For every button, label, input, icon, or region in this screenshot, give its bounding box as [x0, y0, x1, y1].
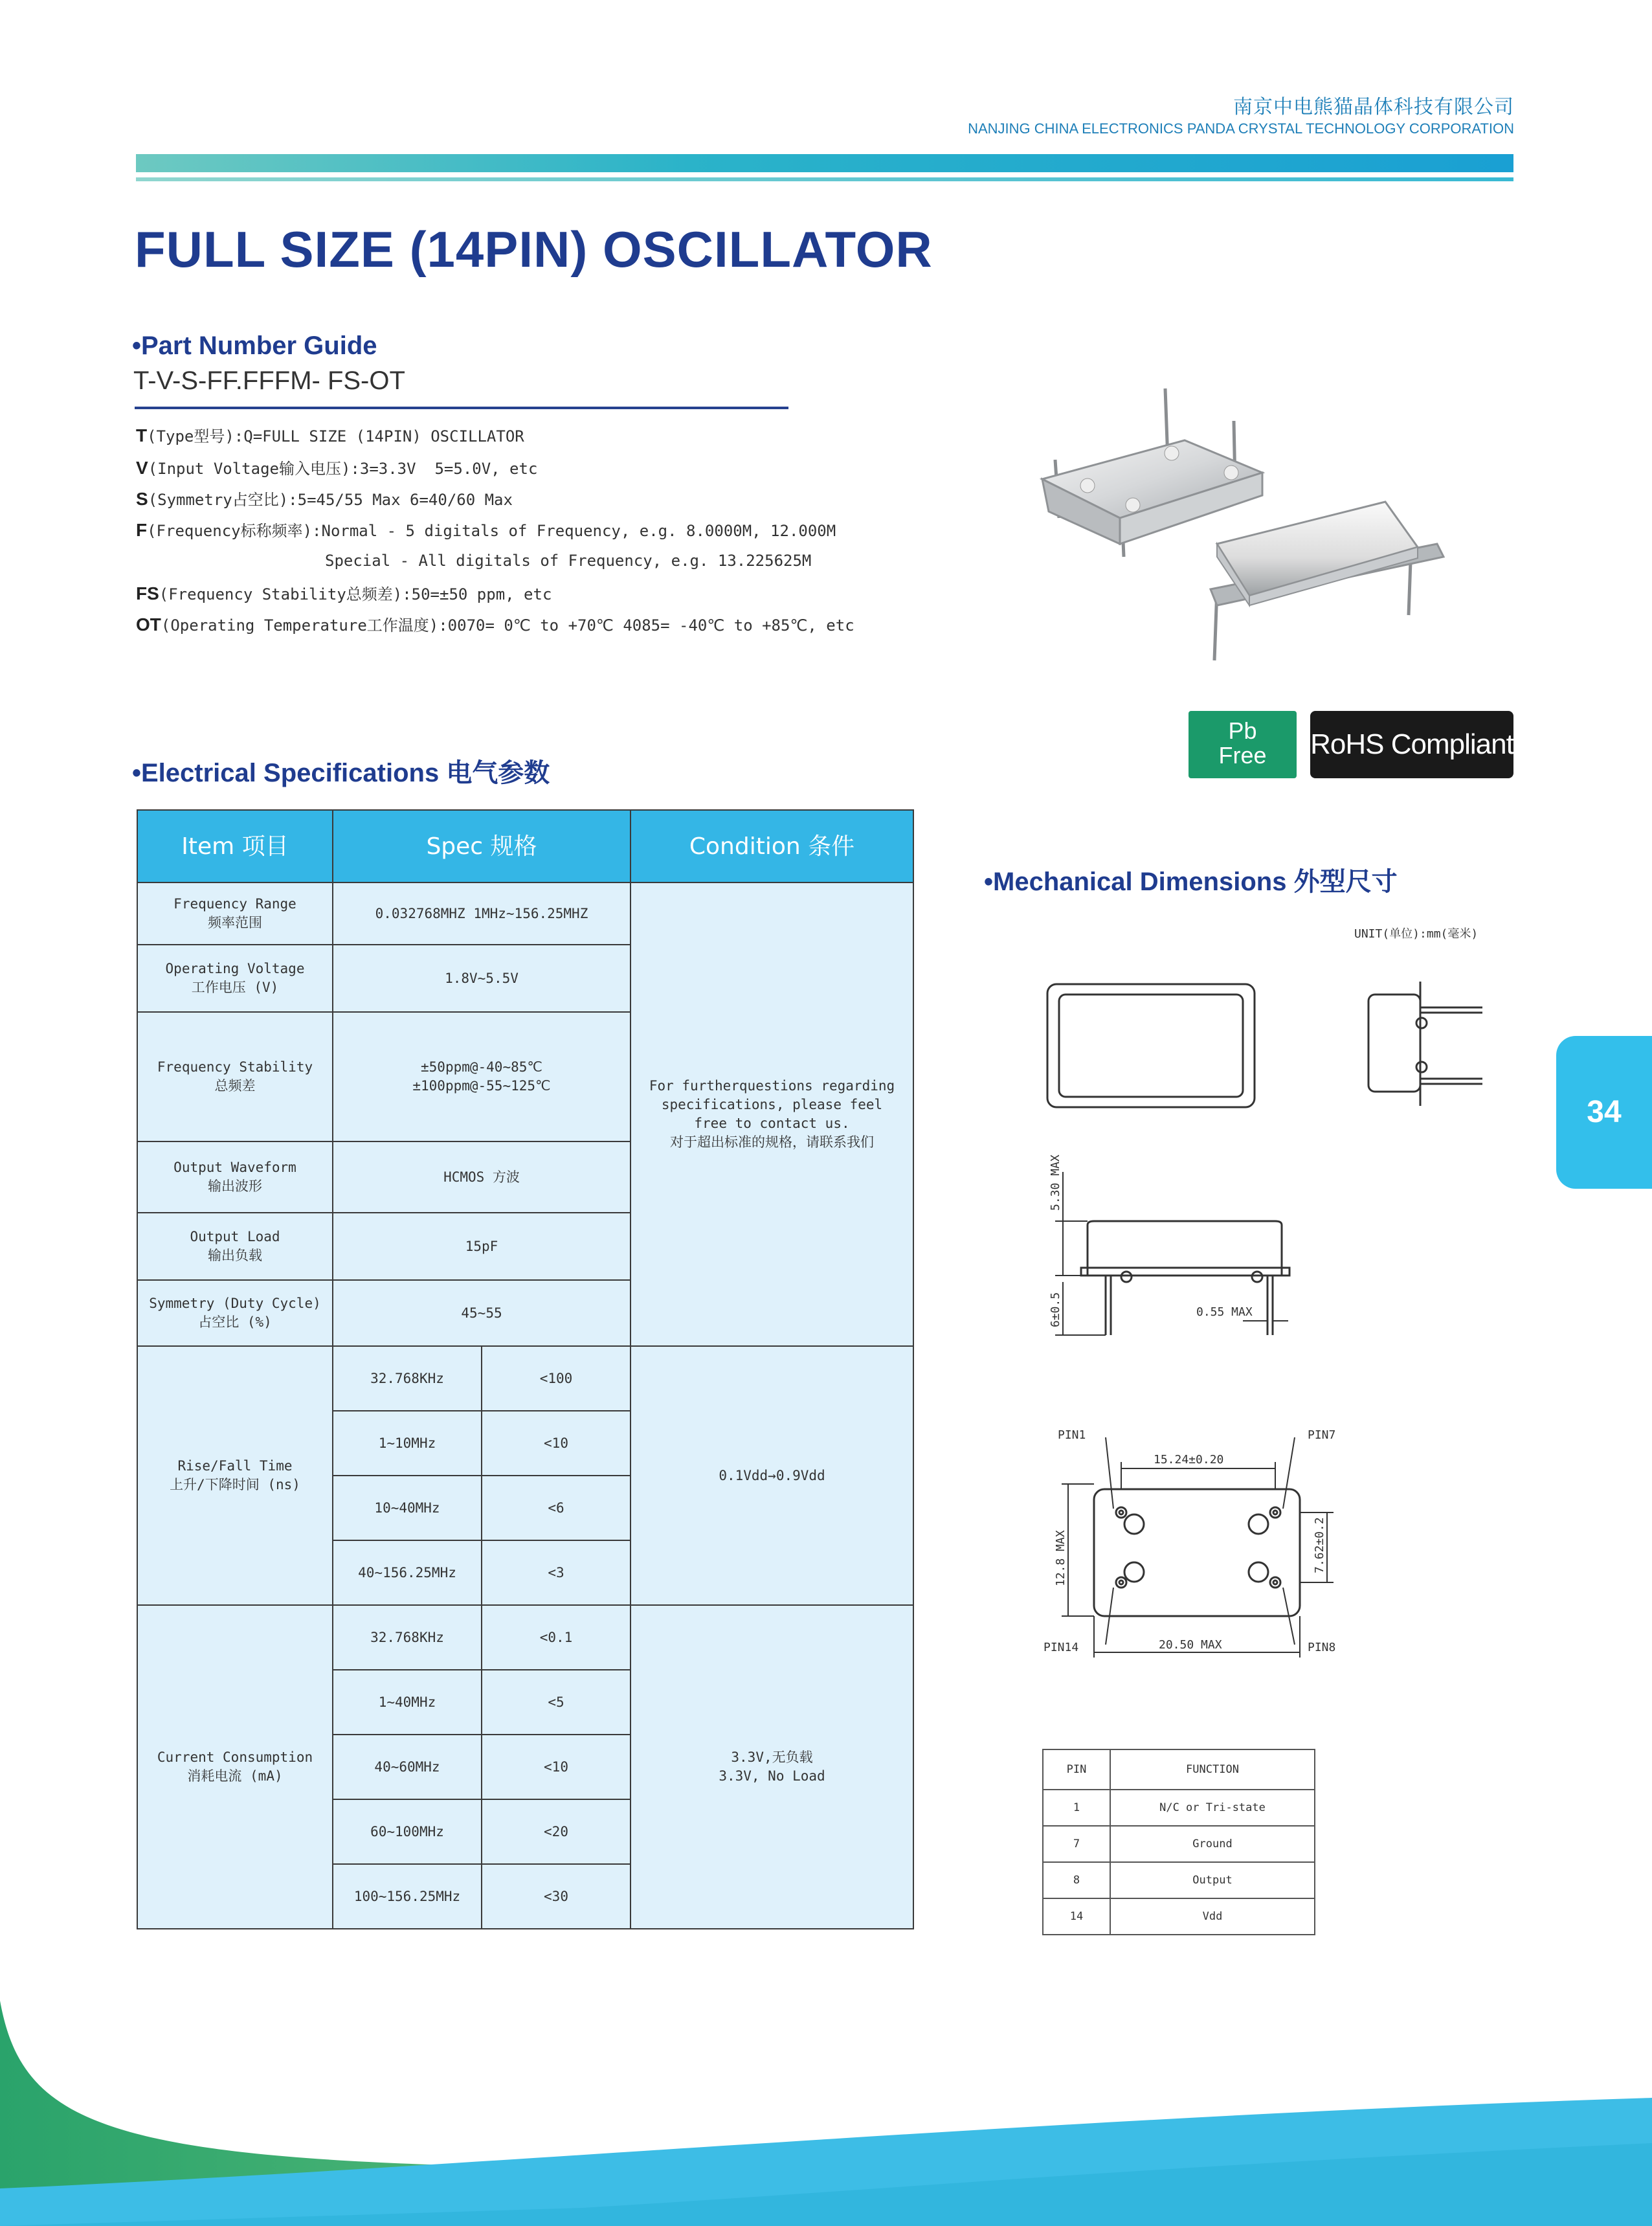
dim-body-width-label: 20.50 MAX — [1159, 1638, 1222, 1652]
value-cell: <20 — [482, 1799, 631, 1864]
value-cell: <3 — [482, 1540, 631, 1605]
item-cn: 频率范围 — [208, 915, 262, 930]
pn-desc: Special - All digitals of Frequency, e.g. 13.225625M — [325, 552, 812, 570]
table-header-row — [137, 810, 913, 883]
pn-key: FS — [136, 583, 159, 603]
table-row — [1043, 1826, 1315, 1862]
pn-desc: (Symmetry占空比):5=45/55 Max 6=40/60 Max — [148, 491, 513, 509]
pin-cell: 1 — [1043, 1790, 1110, 1826]
pn-line-voltage — [136, 456, 537, 478]
pin-cell: 14 — [1043, 1898, 1110, 1935]
pn-line-frequency-special — [325, 552, 811, 570]
item-cn: 消耗电流 (mA) — [187, 1768, 283, 1784]
item-en: Operating Voltage — [165, 961, 305, 976]
rohs-badge: RoHS Compliant — [1310, 711, 1513, 778]
header-spec: Spec 规格 — [333, 810, 631, 883]
function-cell: N/C or Tri-state — [1110, 1790, 1315, 1826]
table-row — [1043, 1898, 1315, 1935]
table-row — [1043, 1862, 1315, 1898]
pn-line-type — [136, 423, 524, 446]
freq-cell: 1~10MHz — [333, 1411, 482, 1476]
function-cell: Ground — [1110, 1826, 1315, 1862]
condition-rise-fall: 0.1Vdd→0.9Vdd — [631, 1346, 913, 1605]
pb-badge-line2: Free — [1218, 742, 1267, 769]
company-name-cn: 南京中电熊猫晶体科技有限公司 — [1233, 96, 1514, 118]
spec-line: ±50ppm@-40~85℃ — [421, 1059, 542, 1075]
freq-cell: 10~40MHz — [333, 1476, 482, 1540]
part-number-rule — [135, 407, 788, 409]
item-cn: 工作电压 (V) — [191, 980, 279, 995]
condition-text: For furtherquestions regarding — [649, 1078, 895, 1094]
value-cell: <10 — [482, 1411, 631, 1476]
item-cell — [137, 883, 333, 945]
header-item: Item 项目 — [137, 810, 333, 883]
company-name-en: NANJING CHINA ELECTRONICS PANDA CRYSTAL TECHNOLOGY CORPORATION — [968, 120, 1514, 137]
item-en: Frequency Range — [173, 896, 296, 912]
table-row — [137, 883, 913, 945]
item-cell — [137, 1213, 333, 1280]
item-en: Symmetry (Duty Cycle) — [149, 1296, 321, 1311]
pn-desc: (Frequency Stability总频差):50=±50 ppm, etc — [159, 585, 552, 603]
table-row — [1043, 1790, 1315, 1826]
page-title: FULL SIZE (14PIN) OSCILLATOR — [135, 221, 933, 278]
footer-wave — [0, 1975, 1652, 2226]
electrical-spec-table — [137, 809, 914, 1929]
electrical-heading: •Electrical Specifications 电气参数 — [132, 759, 550, 787]
pn-line-stability — [136, 581, 552, 604]
pin-cell: 7 — [1043, 1826, 1110, 1862]
pin-function-table — [1042, 1749, 1315, 1935]
table-row — [137, 1346, 913, 1411]
item-cell-rise-fall — [137, 1346, 333, 1605]
condition-text: 3.3V, No Load — [719, 1768, 825, 1784]
pb-badge-line1: Pb — [1228, 717, 1257, 744]
pn-key: F — [136, 520, 148, 540]
item-cn: 占空比 (%) — [198, 1314, 272, 1330]
function-cell: Output — [1110, 1862, 1315, 1898]
pn-key: S — [136, 489, 148, 509]
pn-desc: (Input Voltage输入电压):3=3.3V 5=5.0V, etc — [148, 460, 538, 478]
unit-note: UNIT(单位):mm(毫米) — [1354, 927, 1479, 941]
mechanical-heading: •Mechanical Dimensions 外型尺寸 — [984, 868, 1398, 896]
dim-pitch-x-label: 15.24±0.20 — [1154, 1453, 1224, 1467]
spec-line: ±100ppm@-55~125℃ — [412, 1078, 551, 1094]
condition-text: 3.3V,无负载 — [731, 1749, 813, 1765]
header-bar — [136, 154, 1513, 172]
item-cell — [137, 1141, 333, 1213]
part-number-code: T-V-S-FF.FFFM- FS-OT — [133, 366, 405, 395]
item-cn: 输出负载 — [208, 1248, 262, 1263]
product-photo — [1023, 382, 1450, 680]
item-cell — [137, 1012, 333, 1141]
pn-key: T — [136, 425, 148, 445]
item-cell-current — [137, 1605, 333, 1929]
mechanical-drawing — [1010, 958, 1502, 1735]
item-en: Rise/Fall Time — [177, 1458, 293, 1474]
spec-cell: 1.8V~5.5V — [333, 945, 631, 1012]
pin1-label: PIN1 — [1058, 1428, 1086, 1442]
item-cell — [137, 945, 333, 1012]
value-cell: <100 — [482, 1346, 631, 1411]
pn-line-temperature — [136, 613, 854, 635]
spec-cell: 15pF — [333, 1213, 631, 1280]
freq-cell: 1~40MHz — [333, 1670, 482, 1735]
pin7-label: PIN7 — [1308, 1428, 1336, 1442]
value-cell: <0.1 — [482, 1605, 631, 1670]
pn-desc: (Operating Temperature工作温度):0070= 0℃ to +70℃ 4085= -40℃ to +85℃, etc — [161, 616, 854, 635]
header-thin-bar — [136, 177, 1513, 181]
table-row — [137, 1605, 913, 1670]
header-condition: Condition 条件 — [631, 810, 913, 883]
pn-desc: (Frequency标称频率):Normal - 5 digitals of Frequency, e.g. 8.0000M, 12.000M — [147, 522, 836, 540]
item-en: Output Load — [190, 1229, 280, 1244]
pin14-label: PIN14 — [1044, 1641, 1079, 1654]
freq-cell: 32.768KHz — [333, 1605, 482, 1670]
dim-pitch-y-label: 7.62±0.2 — [1313, 1517, 1326, 1573]
dim-pin-diameter-label: 0.55 MAX — [1196, 1305, 1253, 1319]
pin-cell: 8 — [1043, 1862, 1110, 1898]
pn-key: V — [136, 458, 148, 478]
freq-cell: 100~156.25MHz — [333, 1864, 482, 1929]
freq-cell: 60~100MHz — [333, 1799, 482, 1864]
page-number-tab: 34 — [1556, 1036, 1652, 1189]
condition-text: specifications, please feel — [661, 1097, 883, 1112]
condition-text: free to contact us. — [694, 1116, 850, 1131]
item-en: Output Waveform — [173, 1160, 296, 1175]
spec-cell — [333, 1012, 631, 1141]
value-cell: <10 — [482, 1735, 631, 1799]
pin8-label: PIN8 — [1308, 1641, 1336, 1654]
item-en: Current Consumption — [157, 1749, 313, 1765]
item-cell — [137, 1280, 333, 1346]
value-cell: <5 — [482, 1670, 631, 1735]
condition-current — [631, 1605, 913, 1929]
pin-header: PIN — [1043, 1749, 1110, 1790]
spec-cell: HCMOS 方波 — [333, 1141, 631, 1213]
part-number-heading: •Part Number Guide — [132, 332, 377, 360]
pb-free-badge — [1189, 711, 1297, 778]
freq-cell: 40~60MHz — [333, 1735, 482, 1799]
pn-line-frequency — [136, 518, 836, 541]
function-cell: Vdd — [1110, 1898, 1315, 1935]
pn-key: OT — [136, 614, 161, 635]
value-cell: <6 — [482, 1476, 631, 1540]
condition-text: 对于超出标准的规格，请联系我们 — [670, 1134, 874, 1150]
spec-cell: 0.032768MHZ 1MHz~156.25MHZ — [333, 883, 631, 945]
condition-general-cell — [631, 883, 913, 1346]
item-cn: 上升/下降时间 (ns) — [170, 1477, 300, 1492]
pn-line-symmetry — [136, 487, 513, 510]
item-en: Frequency Stability — [157, 1059, 313, 1075]
freq-cell: 40~156.25MHz — [333, 1540, 482, 1605]
pn-desc: (Type型号):Q=FULL SIZE (14PIN) OSCILLATOR — [147, 427, 524, 445]
item-cn: 总频差 — [214, 1078, 256, 1094]
dim-height-label: 5.30 MAX — [1049, 1154, 1062, 1211]
value-cell: <30 — [482, 1864, 631, 1929]
item-cn: 输出波形 — [208, 1178, 262, 1194]
freq-cell: 32.768KHz — [333, 1346, 482, 1411]
dim-pin-length-label: 6±0.5 — [1049, 1292, 1062, 1327]
function-header: FUNCTION — [1110, 1749, 1315, 1790]
dim-body-height-label: 12.8 MAX — [1054, 1530, 1067, 1586]
pin-table-header — [1043, 1749, 1315, 1790]
spec-cell: 45~55 — [333, 1280, 631, 1346]
